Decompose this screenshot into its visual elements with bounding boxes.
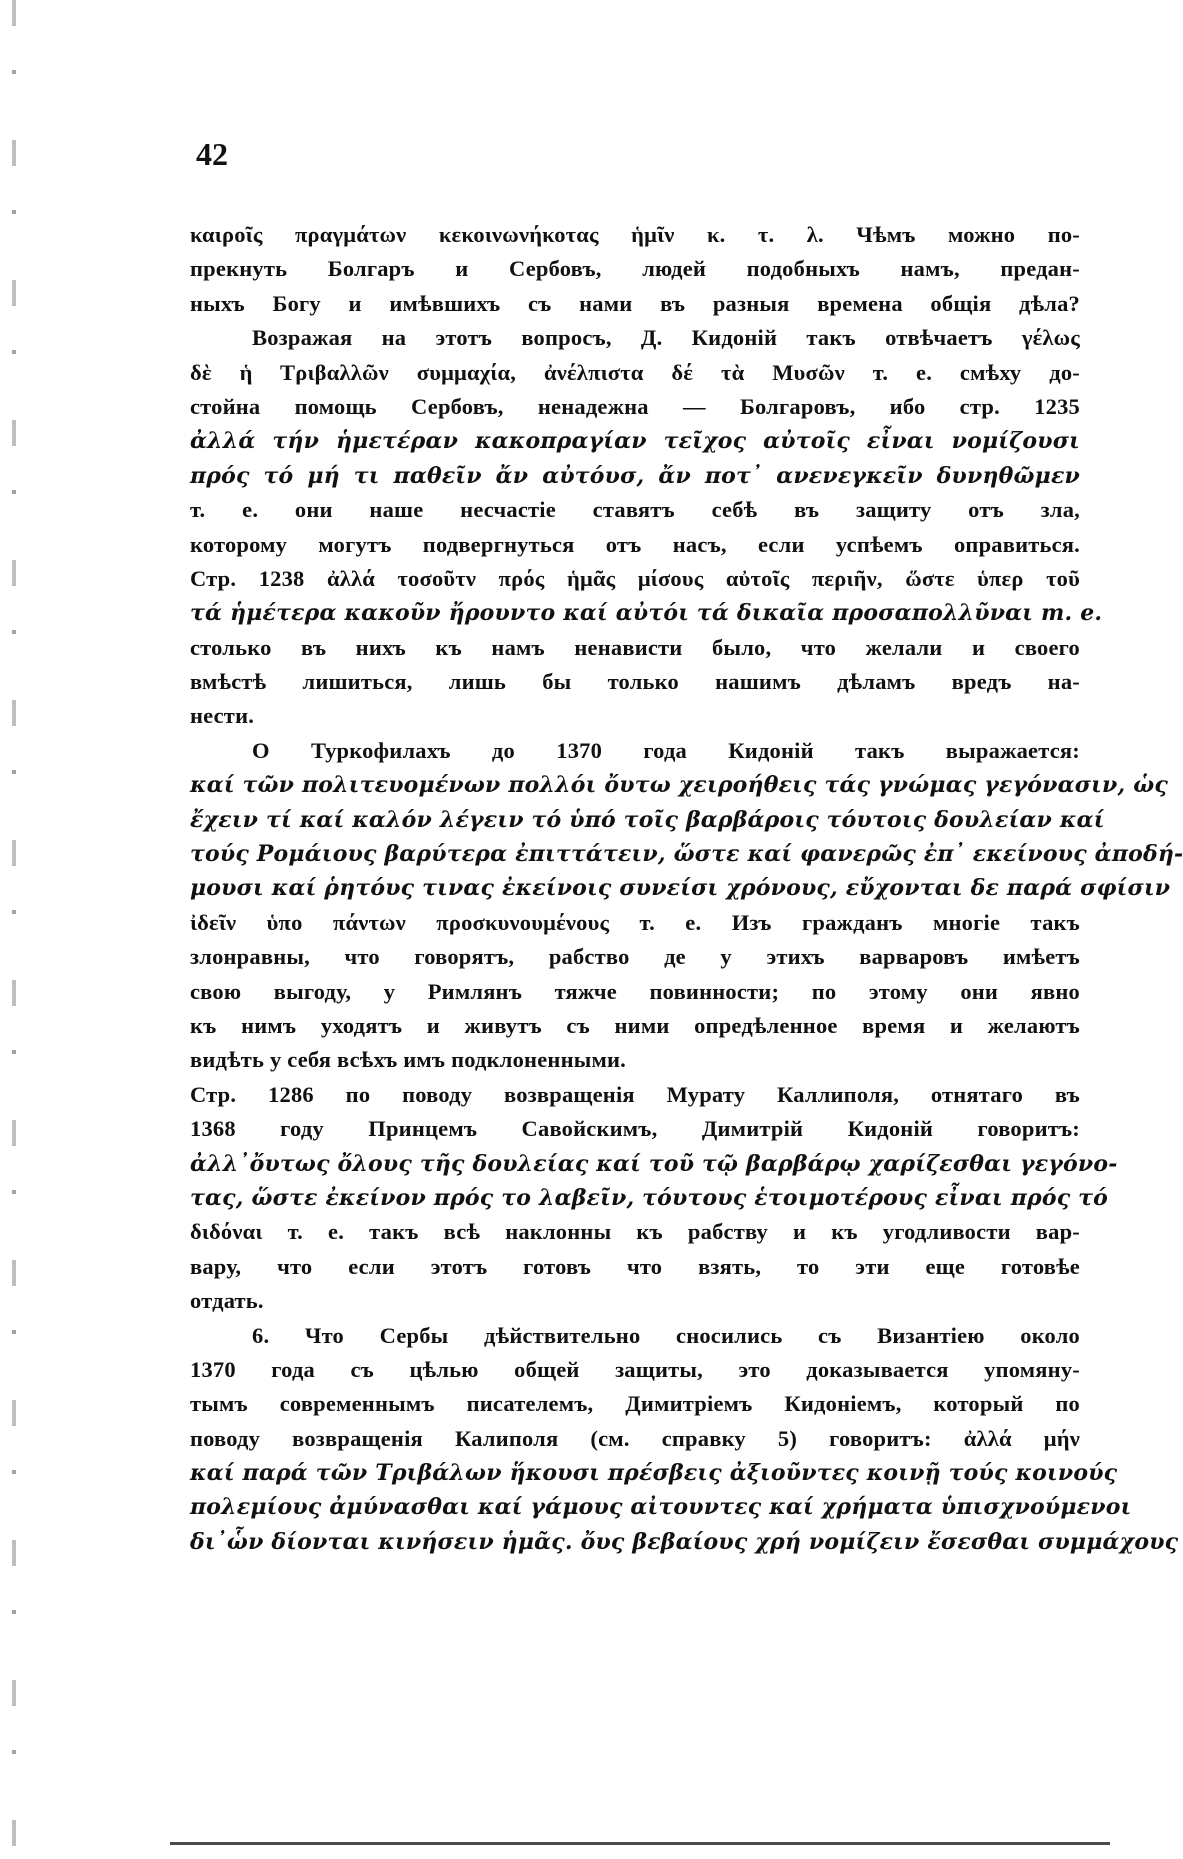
text-line: τούς Ρομάιους βαρύτερα ἐπιττάτειν, ὥστε καί φανερῶς ἐπ᾽ εκείνους ἀποδή- <box>190 841 1183 868</box>
text-line: τας, ὥστε ἐκείνον πρός το λαβεῖν, τόυτους ἑτοιμοτέρους εἶναι πρός τό <box>190 1184 1109 1211</box>
text-line: стойна помощь Сербовъ, ненадежна — Болгаровъ, ибо стр. 1235 <box>190 393 1080 419</box>
scan-edge-marks <box>12 0 16 1859</box>
text-line: πρός τό μή τι παθεῖν ἄν αὐτόυσ, ἄν ποτ᾽ ανενεγκεῖν δυνηθῶμεν <box>190 462 1080 489</box>
text-line: ἰδεῖν ὑπο πάντων προσκυνουμένους т. е. Изъ гражданъ многіе такъ <box>190 909 1080 935</box>
text-line: ἀλλά τήν ἡμετέραν κακοπραγίαν τεῖχος αὐτοῖς εἶναι νομίζουσι <box>190 428 1080 455</box>
text-line: Возражая на этотъ вопросъ, Д. Кидоній такъ отвѣчаетъ γέλως <box>252 325 1080 351</box>
text-line: тымъ современнымъ писателемъ, Димитріемъ Кидоніемъ, который по <box>190 1391 1080 1417</box>
text-line: вару, что если этотъ готовъ что взять, то эти еще готовѣе <box>190 1253 1080 1279</box>
text-line: καί τῶν πολιτευομένων πολλόι ὄυτω χειροήθεις τάς γνώμας γεγόνασιν, ὡς <box>190 772 1168 799</box>
text-line: ἔχειν τί καί καλόν λέγειν τό ὑπό τοῖς βαρβάροις τόυτοις δουλείαν καί <box>190 806 1105 833</box>
text-line: 1370 года съ цѣлью общей защиты, это доказывается упомяну- <box>190 1356 1080 1382</box>
text-line: ἀλλ᾽ὄυτως ὄλους τῆς δουλείας καί τοῦ τῷ βαρβάρῳ χαρίζεσθαι γεγόνο- <box>190 1150 1118 1177</box>
text-line: свою выгоду, у Римлянъ тяжче повинности; по этому они явно <box>190 978 1080 1004</box>
text-line: 1368 году Принцемъ Савойскимъ, Димитрій Кидоній говоритъ: <box>190 1116 1080 1142</box>
text-line: нести. <box>190 703 255 729</box>
text-line: О Туркофилахъ до 1370 года Кидоній такъ выражается: <box>252 737 1080 763</box>
text-line: καιροῖς πραγμάτων κεκοινωνήκοτας ἡμῖν κ. τ. λ. Чѣмъ можно по- <box>190 222 1080 247</box>
page-number: 42 <box>196 136 228 172</box>
text-line: 6. Что Сербы дѣйствительно сносились съ Византіею около <box>252 1322 1080 1348</box>
text-line: къ нимъ уходятъ и живутъ съ ними опредѣленное время и желаютъ <box>190 1012 1080 1038</box>
text-line: прекнуть Болгаръ и Сербовъ, людей подобныхъ намъ, предан- <box>190 256 1080 282</box>
text-line: δὲ ἡ Τριβαλλῶν συμμαχία, ἀνέλπιστα δέ τὰ Μυσῶν т. е. смѣху до- <box>190 359 1080 385</box>
text-line: поводу возвращенія Калиполя (см. справку 5) говоритъ: ἀλλά μήν <box>190 1425 1080 1451</box>
text-line: вмѣстѣ лишиться, лишь бы только нашимъ дѣламъ вредъ на- <box>190 669 1080 695</box>
text-line: т. е. они наше несчастіе ставятъ себѣ въ защиту отъ зла, <box>190 497 1080 523</box>
text-line: Стр. 1286 по поводу возвращенія Мурату Каллиполя, отнятаго въ <box>190 1081 1080 1107</box>
text-line: ныхъ Богу и имѣвшихъ съ нами въ разныя времена общія дѣла? <box>190 290 1080 316</box>
text-line: δι᾽ὧν δίονται κινήσειν ἡμᾶς. ὄυς βεβαίους χρή νομίζειν ἔσεσθαι συμμάχους <box>190 1528 1179 1555</box>
text-line: καί παρά τῶν Τριβάλων ἥκουσι πρέσβεις ἀξιοῦντες κοινῇ τούς κοινούς <box>190 1460 1118 1487</box>
body-text <box>190 218 1183 1559</box>
text-line: злонравны, что говорятъ, рабство де у этихъ варваровъ имѣетъ <box>190 944 1080 970</box>
text-line: которому могутъ подвергнуться отъ насъ, если успѣемъ оправиться. <box>190 531 1080 557</box>
bottom-rule <box>170 1842 1110 1845</box>
text-line: столько въ нихъ къ намъ ненависти было, что желали и своего <box>190 634 1080 660</box>
text-line: Стр. 1238 ἀλλά τοσοῦτν πρός ἡμᾶς μίσους αὐτοῖς περιῆν, ὥστε ὑπερ τοῦ <box>190 565 1080 591</box>
text-line: τά ἡμέτερα κακοῦν ἤρουντο καί αὐτόι τά δικαῖα προσαπολλῦναι т. е. <box>190 600 1103 627</box>
text-line: μουσι καί ῥητόυς τινας ἐκείνοις συνείσι χρόνους, εὔχονται δε παρά σφίσιν <box>190 875 1171 902</box>
text-line: видѣть у себя всѣхъ имъ подклоненными. <box>190 1047 627 1073</box>
text-line: отдать. <box>190 1288 264 1314</box>
text-line: πολεμίους ἀμύνασθαι καί γάμους αἰτουντες καί χρήματα ὑπισχνούμενοι <box>190 1494 1132 1521</box>
text-line: διδόναι т. е. такъ всѣ наклонны къ рабству и къ угодливости вар- <box>190 1219 1080 1245</box>
